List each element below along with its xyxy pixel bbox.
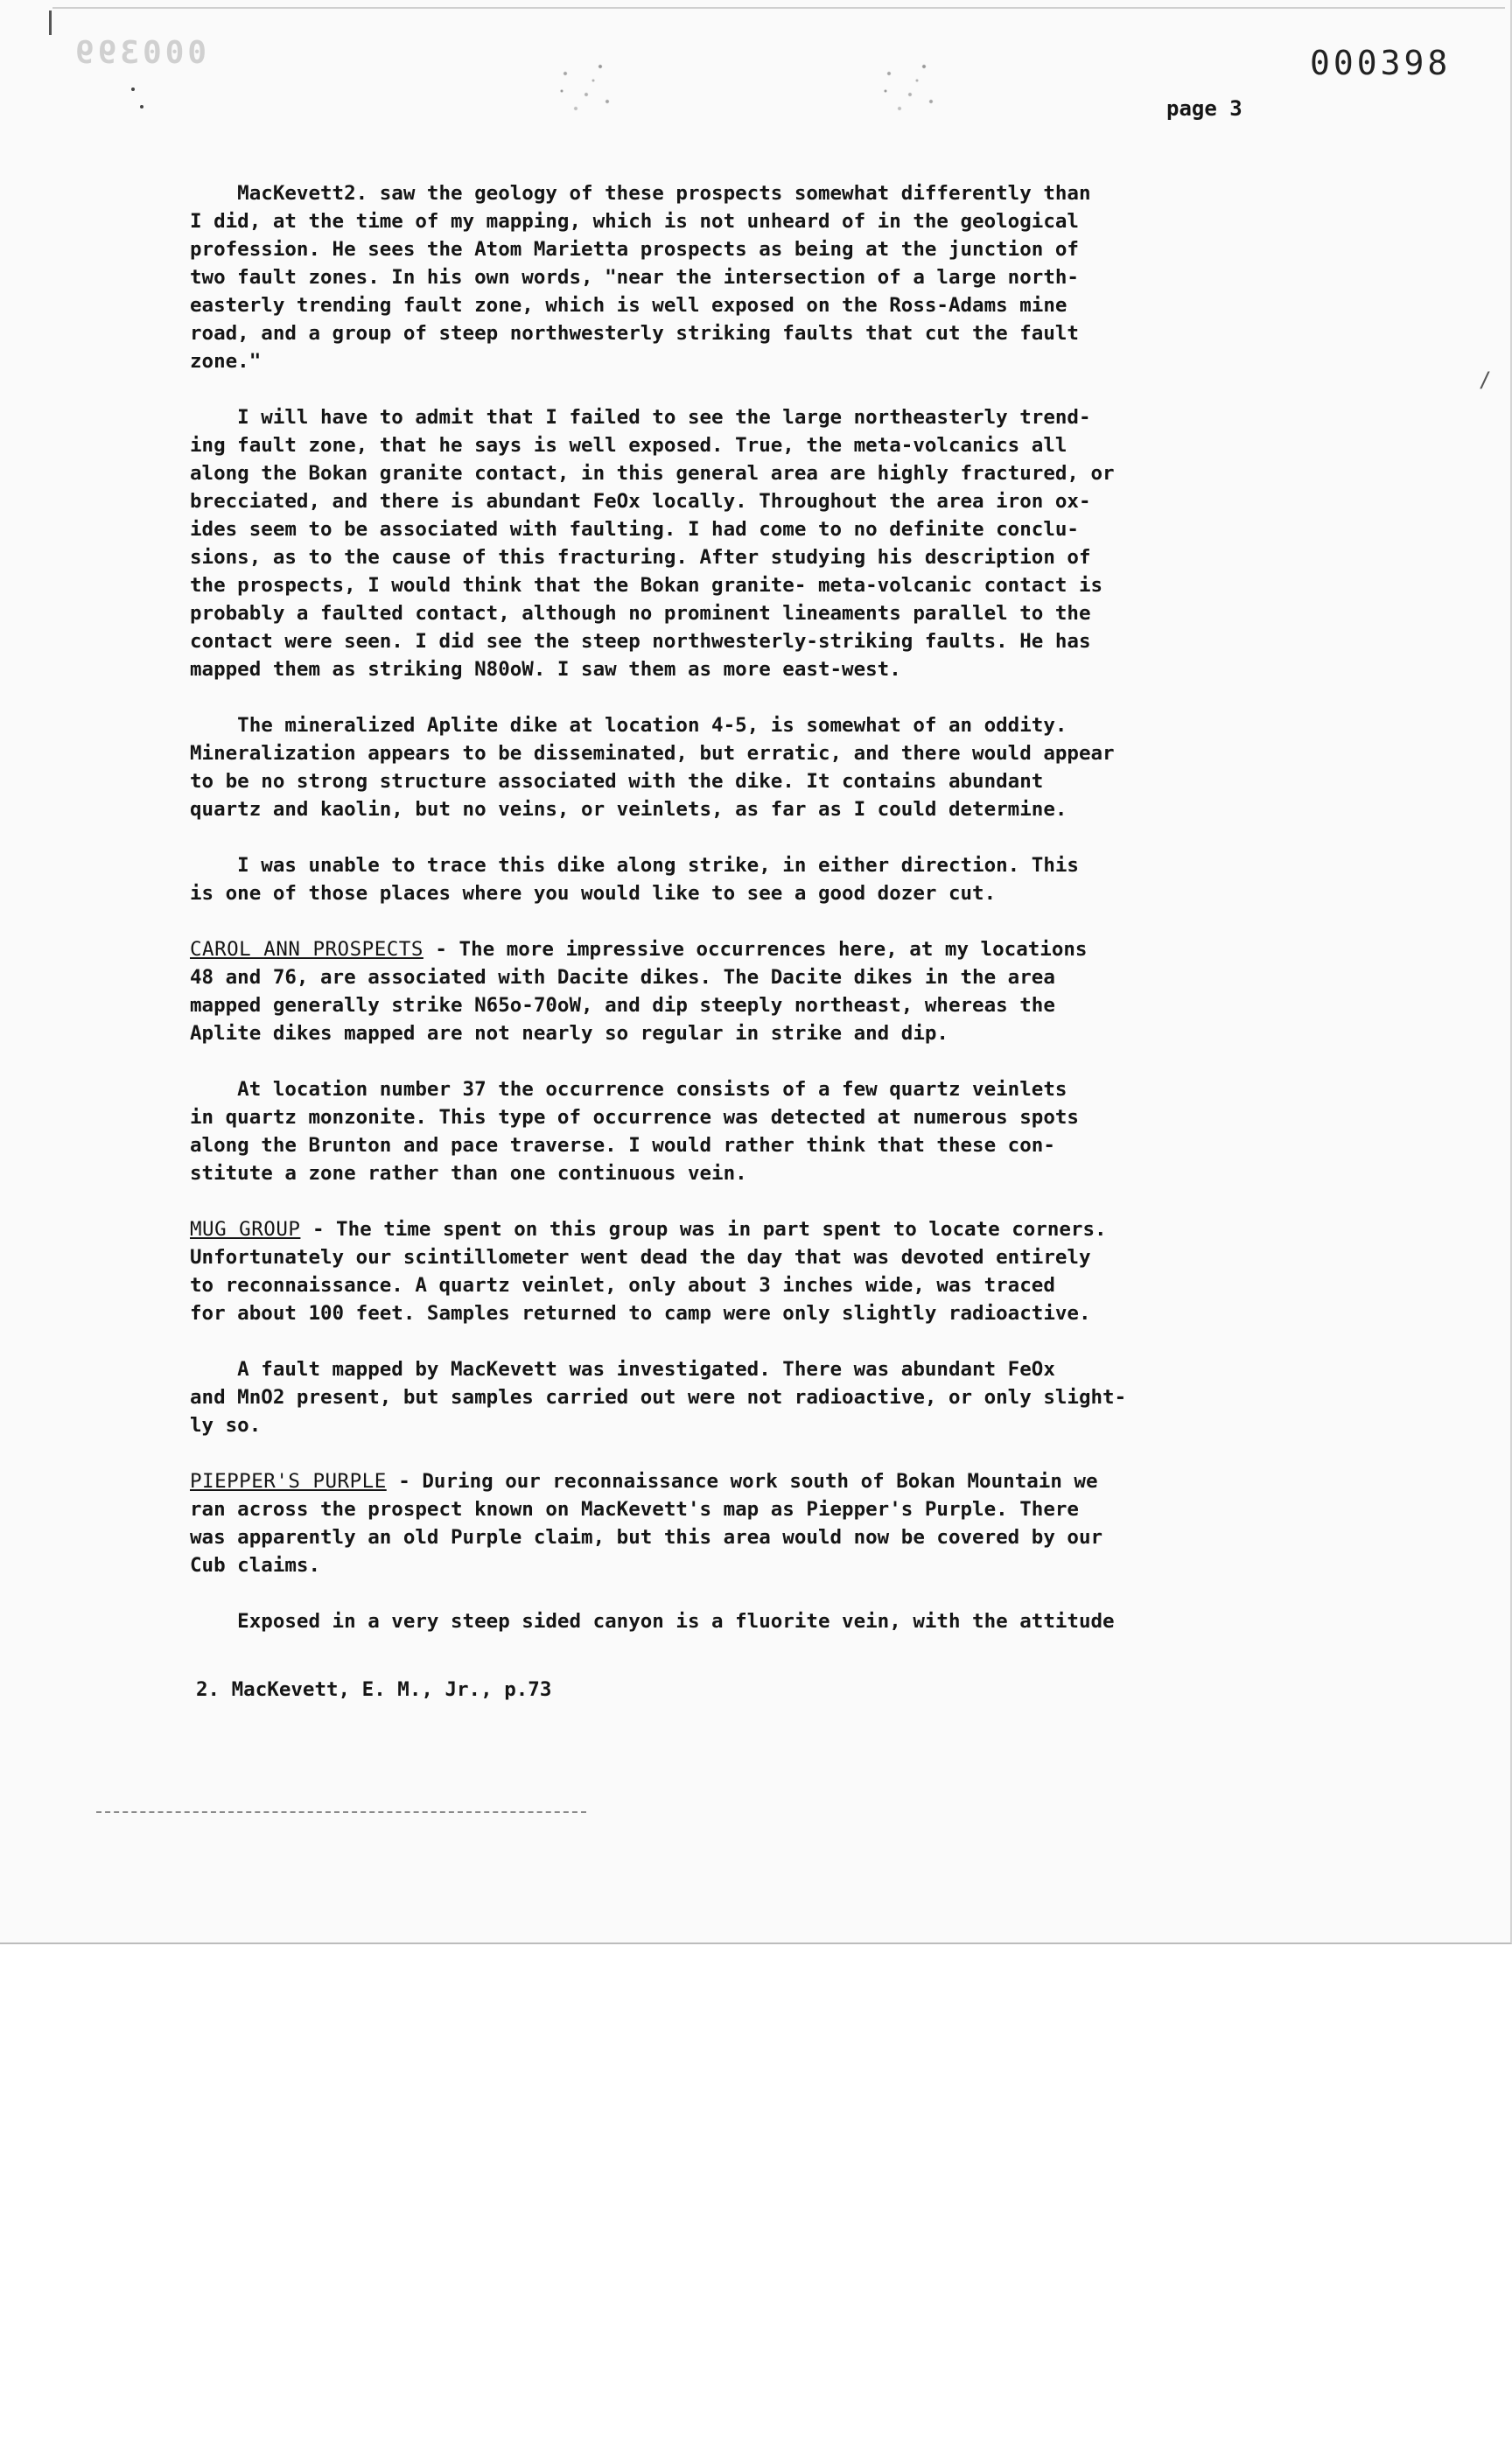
text-line: stitute a zone rather than one continuous vein. bbox=[190, 1162, 747, 1185]
section-heading: CAROL ANN PROSPECTS bbox=[190, 938, 424, 961]
paragraph bbox=[190, 1355, 1292, 1439]
margin-mark: / bbox=[1479, 368, 1492, 392]
text-line: to be no strong structure associated with the dike. It contains abundant bbox=[190, 770, 1044, 793]
text-line bbox=[190, 1215, 1292, 1243]
text-line: in quartz monzonite. This type of occurrence was detected at numerous spots bbox=[190, 1106, 1079, 1129]
text-line: the prospects, I would think that the Bokan granite- meta-volcanic contact is bbox=[190, 574, 1103, 597]
paragraph bbox=[190, 1467, 1292, 1579]
paragraph bbox=[190, 935, 1292, 1047]
text-line: At location number 37 the occurrence consists of a few quartz veinlets bbox=[190, 1078, 1068, 1101]
text-line: brecciated, and there is abundant FeOx locally. Throughout the area iron ox- bbox=[190, 490, 1091, 513]
section-heading: MUG GROUP bbox=[190, 1218, 301, 1241]
text-line: ides seem to be associated with faulting. I had come to no definite conclu- bbox=[190, 518, 1079, 541]
ghost-document-number: 000399 bbox=[72, 35, 207, 71]
text-line: I was unable to trace this dike along strike, in either direction. This bbox=[190, 854, 1079, 877]
divider bbox=[96, 1811, 586, 1813]
text-line bbox=[190, 1467, 1292, 1495]
paragraph bbox=[190, 711, 1292, 823]
text-line: quartz and kaolin, but no veins, or veinlets, as far as I could determine. bbox=[190, 798, 1068, 821]
text-line: sions, as to the cause of this fracturing. After studying his description of bbox=[190, 546, 1091, 569]
text-line: to reconnaissance. A quartz veinlet, only about 3 inches wide, was traced bbox=[190, 1274, 1055, 1297]
footnote: 2. MacKevett, E. M., Jr., p.73 bbox=[196, 1678, 552, 1701]
text-line: along the Brunton and pace traverse. I would rather think that these con- bbox=[190, 1134, 1055, 1157]
section-heading: PIEPPER'S PURPLE bbox=[190, 1470, 387, 1493]
document-number: 000398 bbox=[1310, 44, 1452, 82]
text-line: MacKevett2. saw the geology of these prospects somewhat differently than bbox=[190, 182, 1091, 205]
text-line: I will have to admit that I failed to see the large northeasterly trend- bbox=[190, 406, 1091, 429]
text-line: 48 and 76, are associated with Dacite dikes. The Dacite dikes in the area bbox=[190, 966, 1055, 989]
text-line: contact were seen. I did see the steep northwesterly-striking faults. He has bbox=[190, 630, 1091, 653]
text-line: zone." bbox=[190, 350, 262, 373]
text-run: - The more impressive occurrences here, at my locations bbox=[423, 938, 1088, 961]
text-line: ran across the prospect known on MacKevett's map as Piepper's Purple. There bbox=[190, 1498, 1079, 1521]
scan-mark bbox=[49, 10, 52, 35]
text-line: Cub claims. bbox=[190, 1554, 321, 1577]
text-line: easterly trending fault zone, which is well exposed on the Ross-Adams mine bbox=[190, 294, 1068, 317]
text-line: I did, at the time of my mapping, which is not unheard of in the geological bbox=[190, 210, 1079, 233]
text-line: The mineralized Aplite dike at location 4-5, is somewhat of an oddity. bbox=[190, 714, 1068, 737]
text-line: A fault mapped by MacKevett was investigated. There was abundant FeOx bbox=[190, 1358, 1055, 1381]
text-line: Exposed in a very steep sided canyon is a fluorite vein, with the attitude bbox=[190, 1610, 1115, 1633]
text-line: ly so. bbox=[190, 1414, 262, 1437]
text-line: mapped them as striking N80oW. I saw them as more east-west. bbox=[190, 658, 901, 681]
text-run: - The time spent on this group was in part spent to locate corners. bbox=[300, 1218, 1107, 1241]
text-line: mapped generally strike N65o-70oW, and dip steeply northeast, whereas the bbox=[190, 994, 1055, 1017]
scan-dot bbox=[131, 88, 135, 91]
text-run: - During our reconnaissance work south of Bokan Mountain we bbox=[386, 1470, 1098, 1493]
text-line: probably a faulted contact, although no prominent lineaments parallel to the bbox=[190, 602, 1091, 625]
page-number: page 3 bbox=[1166, 96, 1242, 121]
text-line: for about 100 feet. Samples returned to camp were only slightly radioactive. bbox=[190, 1302, 1091, 1325]
scan-dot bbox=[140, 105, 144, 108]
paragraph bbox=[190, 851, 1292, 907]
text-line: ing fault zone, that he says is well exposed. True, the meta-volcanics all bbox=[190, 434, 1068, 457]
text-line bbox=[190, 935, 1292, 963]
paragraph bbox=[190, 179, 1292, 375]
text-line: two fault zones. In his own words, "near the intersection of a large north- bbox=[190, 266, 1079, 289]
text-line: Mineralization appears to be disseminated, but erratic, and there would appear bbox=[190, 742, 1115, 765]
scan-speckle bbox=[551, 52, 621, 122]
paragraph bbox=[190, 1607, 1292, 1635]
scan-speckle bbox=[875, 52, 945, 122]
text-line: was apparently an old Purple claim, but this area would now be covered by our bbox=[190, 1526, 1103, 1549]
text-line: along the Bokan granite contact, in this general area are highly fractured, or bbox=[190, 462, 1115, 485]
body-text bbox=[190, 179, 1292, 1663]
text-line: Aplite dikes mapped are not nearly so regular in strike and dip. bbox=[190, 1022, 948, 1045]
paragraph bbox=[190, 403, 1292, 683]
scan-edge bbox=[52, 7, 1505, 9]
text-line: and MnO2 present, but samples carried out were not radioactive, or only slight- bbox=[190, 1386, 1127, 1409]
paragraph bbox=[190, 1075, 1292, 1187]
text-line: profession. He sees the Atom Marietta prospects as being at the junction of bbox=[190, 238, 1079, 261]
text-line: road, and a group of steep northwesterly striking faults that cut the fault bbox=[190, 322, 1079, 345]
paragraph bbox=[190, 1215, 1292, 1327]
text-line: Unfortunately our scintillometer went dead the day that was devoted entirely bbox=[190, 1246, 1091, 1269]
text-line: is one of those places where you would like to see a good dozer cut. bbox=[190, 882, 997, 905]
